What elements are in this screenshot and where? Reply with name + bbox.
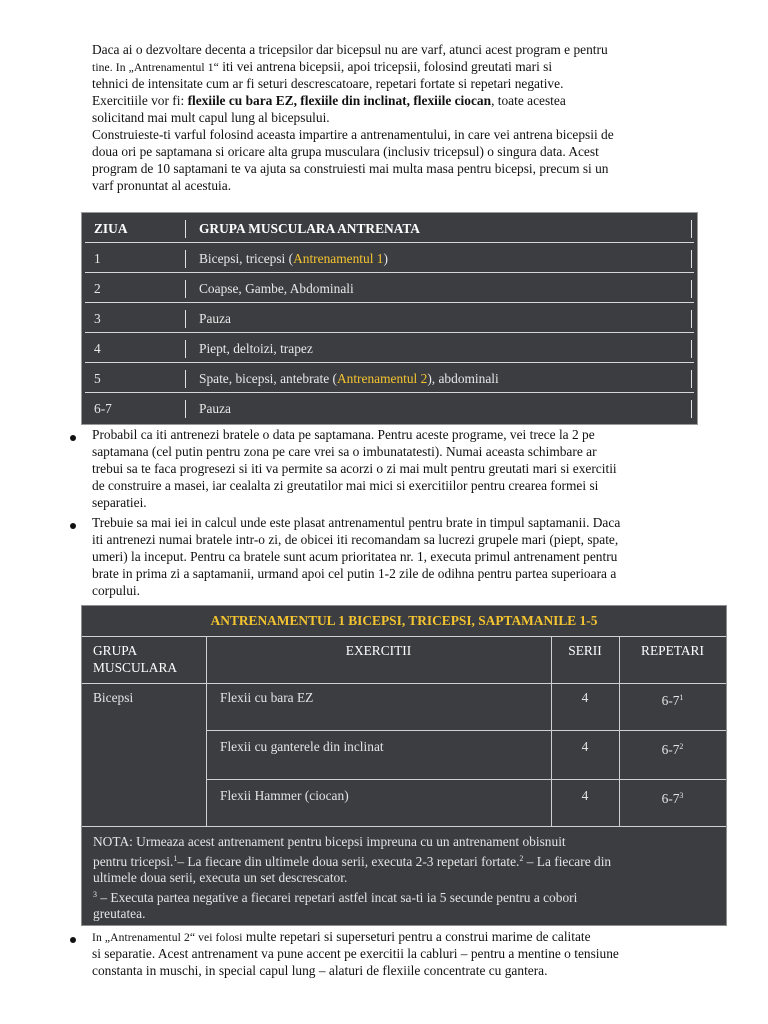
sets-cell: 4 xyxy=(581,739,589,754)
schedule-row xyxy=(85,396,694,423)
bullet-text: In „Antrenamentul 2“ vei folosi xyxy=(92,931,243,944)
bullet-text: iti antrenezi numai bratele intr-o zi, de obicei iti recomandam sa lucrezi grupele mari (piept, spate, xyxy=(92,532,619,547)
bullet-2-line xyxy=(92,532,710,549)
footnote-marker: 3 xyxy=(93,889,97,899)
reps-cell xyxy=(619,787,726,807)
schedule-day: 5 xyxy=(94,371,101,386)
note-text: pentru tricepsi. xyxy=(93,853,174,869)
column-divider xyxy=(185,340,186,358)
column-divider xyxy=(691,370,692,388)
intro-text: varf pronuntat al acestuia. xyxy=(92,178,232,193)
bullet-text: trebui sa te faca progresezi si iti va permite sa acorzi o zi mai mult pentru greutati mari si exercitii xyxy=(92,461,617,476)
schedule-row xyxy=(85,276,694,303)
header-muscle-group xyxy=(93,642,177,676)
row-divider xyxy=(206,779,726,780)
schedule-group-text: Bicepsi, tricepsi ( xyxy=(199,251,294,266)
note-text: – La fiecare din ultimele doua serii, executa 2-3 repetari fortate. xyxy=(177,853,520,869)
column-divider xyxy=(185,370,186,388)
workout-1-table xyxy=(81,605,727,926)
intro-text: iti vei antrena bicepsii, apoi tricepsii, folosind greutati mari si xyxy=(218,59,553,74)
schedule-day: 1 xyxy=(94,251,101,266)
note-line: NOTA: Urmeaza acest antrenament pentru bicepsi impreuna cu un antrenament obisnuit xyxy=(93,834,566,849)
column-divider xyxy=(185,400,186,418)
intro-text: Construieste-ti varful folosind aceasta impartire a antrenamentului, in care vei antrena bicepsii de xyxy=(92,127,614,142)
intro-text: tine. In „Antrenamentul 1“ xyxy=(92,61,219,74)
schedule-group xyxy=(199,366,499,392)
row-divider xyxy=(206,730,726,731)
column-divider xyxy=(691,220,692,238)
muscle-group-cell: Bicepsi xyxy=(93,690,134,705)
schedule-row xyxy=(85,336,694,363)
bullet-2-line xyxy=(92,515,710,532)
bullet-1-line xyxy=(92,495,710,512)
exercise-cell: Flexii Hammer (ciocan) xyxy=(220,788,349,803)
schedule-header-row xyxy=(85,216,694,243)
footnote-marker: 1 xyxy=(679,693,684,702)
note-line xyxy=(93,851,718,871)
sets-cell: 4 xyxy=(581,690,589,705)
bullet-3-line xyxy=(92,929,710,947)
reps-value: 6-7 xyxy=(661,791,680,806)
column-divider xyxy=(185,250,186,268)
note-text: – Executa partea negative a fiecarei repetari astfel incat sa-ti ia 5 secunde pentru a cobori xyxy=(97,889,578,905)
bullet-text: separatiei. xyxy=(92,495,147,510)
schedule-row xyxy=(85,366,694,393)
schedule-group-text: ) xyxy=(383,251,388,266)
workout-note xyxy=(93,834,718,923)
note-line: greutatea. xyxy=(93,906,146,922)
exercise-cell: Flexii cu ganterele din inclinat xyxy=(220,739,384,754)
bullet-text: Trebuie sa mai iei in calcul unde este plasat antrenamentul pentru brate in timpul saptamanii. Daca xyxy=(92,515,621,530)
schedule-group xyxy=(199,246,388,272)
column-divider xyxy=(691,340,692,358)
schedule-group-text: ), abdominali xyxy=(427,371,499,386)
bullet-3-line xyxy=(92,963,710,980)
intro-line-5 xyxy=(92,110,710,127)
row-divider xyxy=(82,683,726,684)
bullet-2-line xyxy=(92,583,710,600)
workout-1-link[interactable]: Antrenamentul 1 xyxy=(293,251,384,266)
intro-text: Exercitiile vor fi: xyxy=(92,93,188,108)
intro-line-4 xyxy=(92,93,710,110)
header-text: GRUPA xyxy=(93,643,138,658)
column-divider xyxy=(185,280,186,298)
intro-text: program de 10 saptamani te va ajuta sa construiesti mai multa masa pentru bicepsi, precum si un xyxy=(92,161,609,176)
bullet-text: Probabil ca iti antrenezi bratele o data pe saptamana. Pentru aceste programe, vei trece la 2 pe xyxy=(92,427,595,442)
bullet-text: umeri) la inceput. Pentru ca bratele sunt acum prioritatea nr. 1, executa primul antrenament pentru xyxy=(92,549,618,564)
column-divider xyxy=(206,636,207,826)
intro-line-8 xyxy=(92,161,710,178)
bullet-1-line xyxy=(92,478,710,495)
intro-text: Daca ai o dezvoltare decenta a tricepsilor dar bicepsul nu are varf, atunci acest program e pentru xyxy=(92,42,608,57)
footnote-marker: 2 xyxy=(519,853,524,863)
schedule-day: 2 xyxy=(94,281,101,296)
bullet-icon xyxy=(70,435,76,441)
intro-line-1 xyxy=(92,42,710,59)
schedule-day: 4 xyxy=(94,341,101,356)
header-reps: REPETARI xyxy=(641,643,704,658)
schedule-row xyxy=(85,246,694,273)
bullet-1-line xyxy=(92,444,710,461)
exercise-list-bold: flexiile cu bara EZ, flexiile din inclinat, flexiile ciocan xyxy=(187,93,492,108)
bullet-text: de construire a masei, iar cealalta zi greutatilor mai mici si exercitiilor pentru crearea formei si xyxy=(92,478,599,493)
note-line xyxy=(93,887,718,907)
weekly-schedule-table xyxy=(81,212,698,425)
workout-table-title: ANTRENAMENTUL 1 BICEPSI, TRICEPSI, SAPTAMANILE 1-5 xyxy=(82,606,726,637)
note-text: – La fiecare din xyxy=(523,853,612,869)
intro-text: doua ori pe saptamana si oricare alta grupa musculara (inclusiv tricepsul) o singura data. Acest xyxy=(92,144,599,159)
header-day: ZIUA xyxy=(94,221,128,236)
intro-line-7 xyxy=(92,144,710,161)
bullet-text: brate in prima zi a saptamanii, urmand apoi cel putin 1-2 zile de odihna pentru partea superioara a xyxy=(92,566,617,581)
column-divider xyxy=(691,310,692,328)
intro-text: , toate acestea xyxy=(491,93,566,108)
row-divider xyxy=(82,826,726,827)
column-divider xyxy=(691,250,692,268)
bullet-3-line xyxy=(92,946,710,963)
schedule-day: 3 xyxy=(94,311,101,326)
schedule-group: Pauza xyxy=(199,401,231,416)
header-sets: SERII xyxy=(568,643,602,658)
exercise-cell: Flexii cu bara EZ xyxy=(220,690,314,705)
footnote-marker: 2 xyxy=(679,742,684,751)
bullet-icon xyxy=(70,523,76,529)
sets-cell: 4 xyxy=(581,788,589,803)
header-group: GRUPA MUSCULARA ANTRENATA xyxy=(199,221,420,236)
bullet-text: constanta in muschi, in special capul lung – alaturi de flexiile concentrate cu gantera. xyxy=(92,963,548,978)
reps-value: 6-7 xyxy=(661,742,680,757)
footnote-marker: 3 xyxy=(679,791,684,800)
bullet-2-line xyxy=(92,549,710,566)
column-divider xyxy=(185,310,186,328)
bullet-text: multe repetari si superseturi pentru a construi marime de calitate xyxy=(242,929,591,944)
intro-line-2 xyxy=(92,59,710,77)
column-divider xyxy=(691,400,692,418)
column-divider xyxy=(691,280,692,298)
header-exercises: EXERCITII xyxy=(345,643,412,658)
workout-2-link[interactable]: Antrenamentul 2 xyxy=(336,371,428,386)
intro-text: solicitand mai mult capul lung al bicepsului. xyxy=(92,110,330,125)
intro-line-3 xyxy=(92,76,710,93)
bullet-1-line xyxy=(92,427,710,444)
reps-cell xyxy=(619,689,726,709)
schedule-group: Coapse, Gambe, Abdominali xyxy=(199,281,354,296)
bullet-text: saptamana (cel putin pentru zona pe care vrei sa o imbunatatesti). Numai aceasta schimbare ar xyxy=(92,444,597,459)
intro-text: tehnici de intensitate cum ar fi seturi descrescatoare, repetari fortate si repetari negative. xyxy=(92,76,564,91)
bullet-1-line xyxy=(92,461,710,478)
schedule-group: Pauza xyxy=(199,311,231,326)
footnote-marker: 1 xyxy=(173,853,178,863)
intro-line-9 xyxy=(92,178,710,195)
note-line: ultimele doua serii, executa un set descrescator. xyxy=(93,870,348,886)
reps-value: 6-7 xyxy=(661,693,680,708)
schedule-group: Piept, deltoizi, trapez xyxy=(199,341,313,356)
schedule-group-text: Spate, bicepsi, antebrate ( xyxy=(199,371,337,386)
header-text: MUSCULARA xyxy=(93,660,178,675)
bullet-text: si separatie. Acest antrenament va pune accent pe exercitii la cabluri – pentru a mentine o tensiune xyxy=(92,946,619,961)
reps-cell xyxy=(619,738,726,758)
schedule-day: 6-7 xyxy=(94,401,112,416)
bullet-2-line xyxy=(92,566,710,583)
schedule-row xyxy=(85,306,694,333)
intro-line-6 xyxy=(92,127,710,144)
bullet-icon xyxy=(70,937,76,943)
column-divider xyxy=(185,220,186,238)
bullet-text: corpului. xyxy=(92,583,140,598)
